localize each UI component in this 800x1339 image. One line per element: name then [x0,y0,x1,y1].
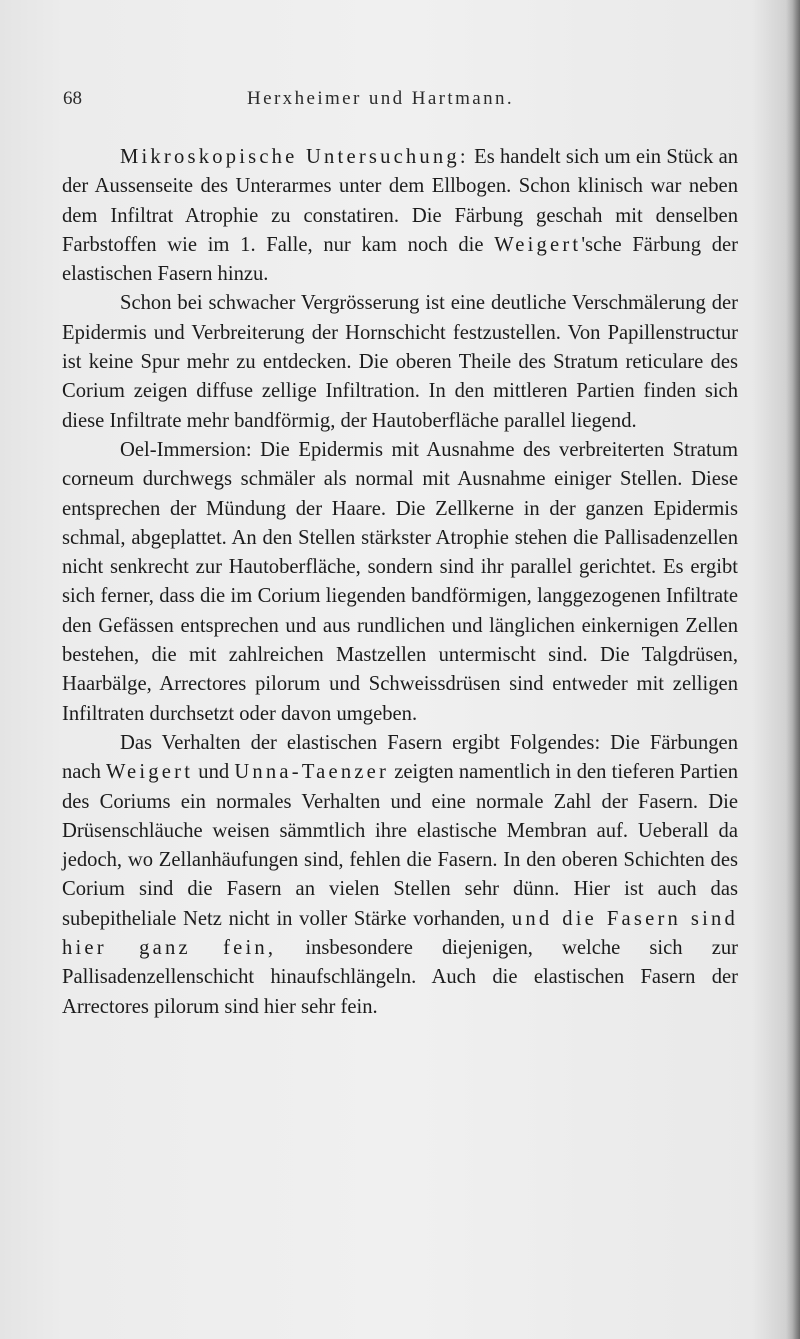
page-number: 68 [63,88,82,109]
page-edge-shadow [786,0,800,1339]
running-head: Herxheimer und Hartmann. [247,88,515,109]
paragraph-text: 'sche Färbung der elastischen Fasern hinzu. [62,233,738,286]
paragraph-elastic-fibers [62,729,738,1022]
paragraph-text: zeigten namentlich in den tieferen Partien des Coriums ein normales Verhalten und eine normale Zahl der Fasern. Die Drüsenschläuche weisen sämmtlich ihre elastische Membran auf. Ueberall da jedoch, wo Zellanhäufungen sind, fehlen die Fasern. In den oberen Schichten des Corium sind die Fasern an vielen Stellen sehr dünn. Hier ist auch das subepitheliale Netz nicht in voller Stärke vorhanden, [62,761,739,930]
author-name-weigert: Weigert [106,761,194,784]
paragraph-text: Das Verhalten der elastischen Fasern ergibt Folgendes: Die Färbungen nach [62,731,738,784]
paragraph-text: und [193,761,235,784]
section-heading: Mikroskopische Untersuchung: [120,146,469,168]
author-name-unna-taenzer: Unna-Taenzer [234,761,390,784]
body-text [62,143,738,1022]
author-name-weigert: Weigert [494,233,582,256]
paragraph-text: Es handelt sich um ein Stück an der Aussenseite des Unterarmes unter dem Ellbogen. Schon klinisch war neben dem Infiltrat Atrophie zu constatiren. Die Färbung geschah mit denselben Farbstoffen wie im 1. Falle, nur kam noch die [62,146,739,256]
paragraph-oil-immersion [62,436,738,729]
paragraph-low-magnification [62,289,738,435]
paragraph-text: Oel-Immersion: Die Epidermis mit Ausnahme des verbreiterten Stratum corneum durchwegs schmäler als normal mit Ausnahme einiger Stellen. Diese entsprechen der Mündung der Haare. Die Zellkerne in der ganzen Epidermis schmal, abgeplattet. An den Stellen stärkster Atrophie stehen die Pallisadenzellen nicht senkrecht zur Hautoberfläche, sondern sind ihr parallel gerichtet. Es ergibt sich ferner, dass die im Corium liegenden bandförmigen, langgezogenen Infiltrate den Gefässen entsprechen und aus rundlichen und länglichen einkernigen Zellen bestehen, die mit zahlreichen Mastzellen untermischt sind. Die Talgdrüsen, Haarbälge, Arrectores pilorum und Schweissdrüsen sind entweder mit zelligen Infiltraten durchsetzt oder davon umgeben. [62,438,738,725]
paragraph-text: Schon bei schwacher Vergrösserung ist eine deutliche Verschmälerung der Epidermis und Verbreiterung der Hornschicht festzustellen. Von Papillenstructur ist keine Spur mehr zu entdecken. Die oberen Theile des Stratum reticulare des Corium zeigen diffuse zellige Infiltration. In den mittleren Partien finden sich diese Infiltrate mehr bandförmig, der Hautoberfläche parallel liegend. [62,292,738,432]
page-header [63,88,743,116]
emphasized-phrase: und die Fasern sind hier ganz fein, [62,907,738,960]
paragraph-text: insbesondere diejenigen, welche sich zur Pallisadenzellenschicht hinaufschlängeln. Auch die elastischen Fasern der Arrectores pilorum sind hier sehr fein. [62,937,738,1018]
paragraph-microscopic-examination [62,143,738,289]
